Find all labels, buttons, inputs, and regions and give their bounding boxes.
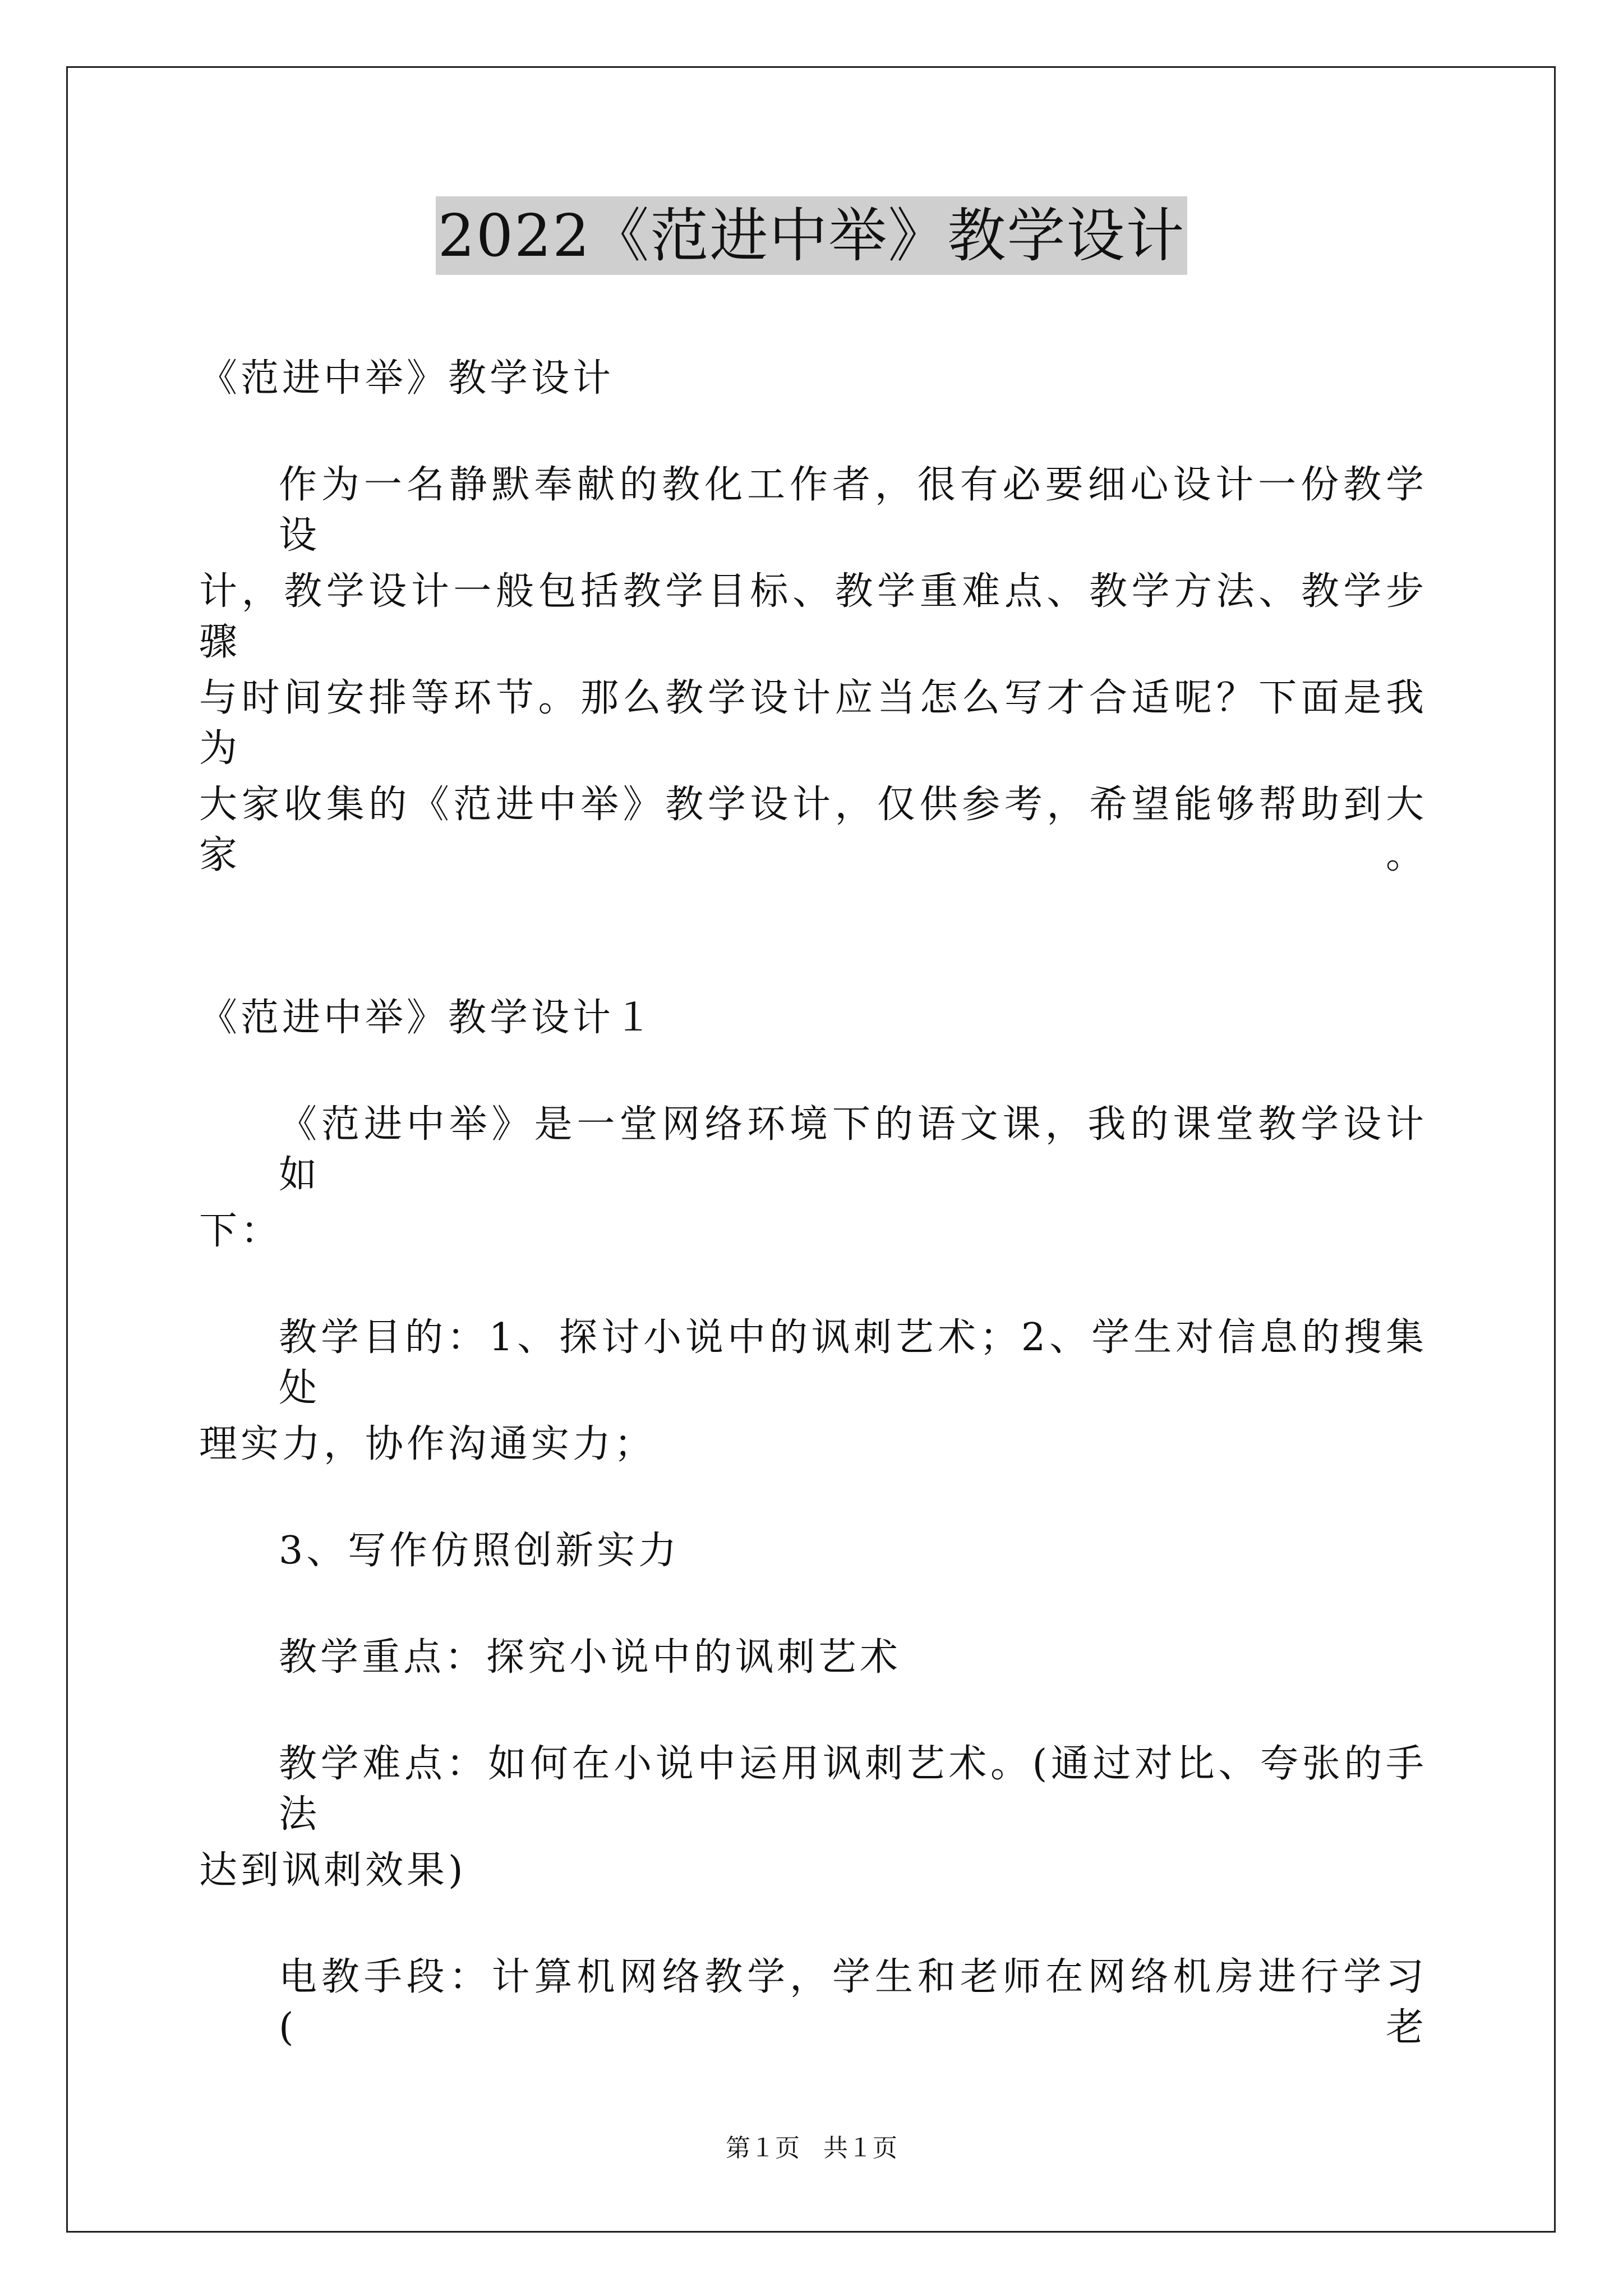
paragraph-line: 作为一名静默奉献的教化工作者，很有必要细心设计一份教学设	[279, 463, 1427, 558]
paragraph-line: 下：	[199, 1209, 283, 1253]
page-footer	[0, 2132, 1623, 2165]
document-title: 2022《范进中举》教学设计	[436, 196, 1188, 275]
paragraph-line: 达到讽刺效果)	[199, 1848, 467, 1893]
title-container	[0, 196, 1623, 275]
paragraph-line: 计，教学设计一般包括教学目标、教学重难点、教学方法、教学步骤	[199, 569, 1427, 664]
paragraph-line: 3、写作仿照创新实力	[279, 1529, 680, 1573]
page-total: 共１页	[823, 2134, 897, 2162]
paragraph-line: 教学难点：如何在小说中运用讽刺艺术。(通过对比、夸张的手法	[279, 1742, 1428, 1837]
section-heading: 《范进中举》教学设计１	[199, 996, 656, 1040]
subtitle: 《范进中举》教学设计	[199, 356, 615, 401]
paragraph-line: 电教手段：计算机网络教学，学生和老师在网络机房进行学习(老	[279, 1955, 1427, 2050]
paragraph-line: 《范进中举》是一堂网络环境下的语文课，我的课堂教学设计如	[279, 1102, 1427, 1197]
paragraph-line: 大家收集的《范进中举》教学设计，仅供参考，希望能够帮助到大家。	[199, 783, 1427, 877]
paragraph-line: 理实力，协作沟通实力；	[199, 1422, 656, 1466]
paragraph-line: 与时间安排等环节。那么教学设计应当怎么写才合适呢？下面是我为	[199, 676, 1427, 771]
paragraph-line: 教学重点：探究小说中的讽刺艺术	[279, 1635, 902, 1680]
page-number: 第１页	[726, 2134, 800, 2162]
paragraph-line: 教学目的：1、探讨小说中的讽刺艺术；2、学生对信息的搜集处	[279, 1315, 1427, 1410]
